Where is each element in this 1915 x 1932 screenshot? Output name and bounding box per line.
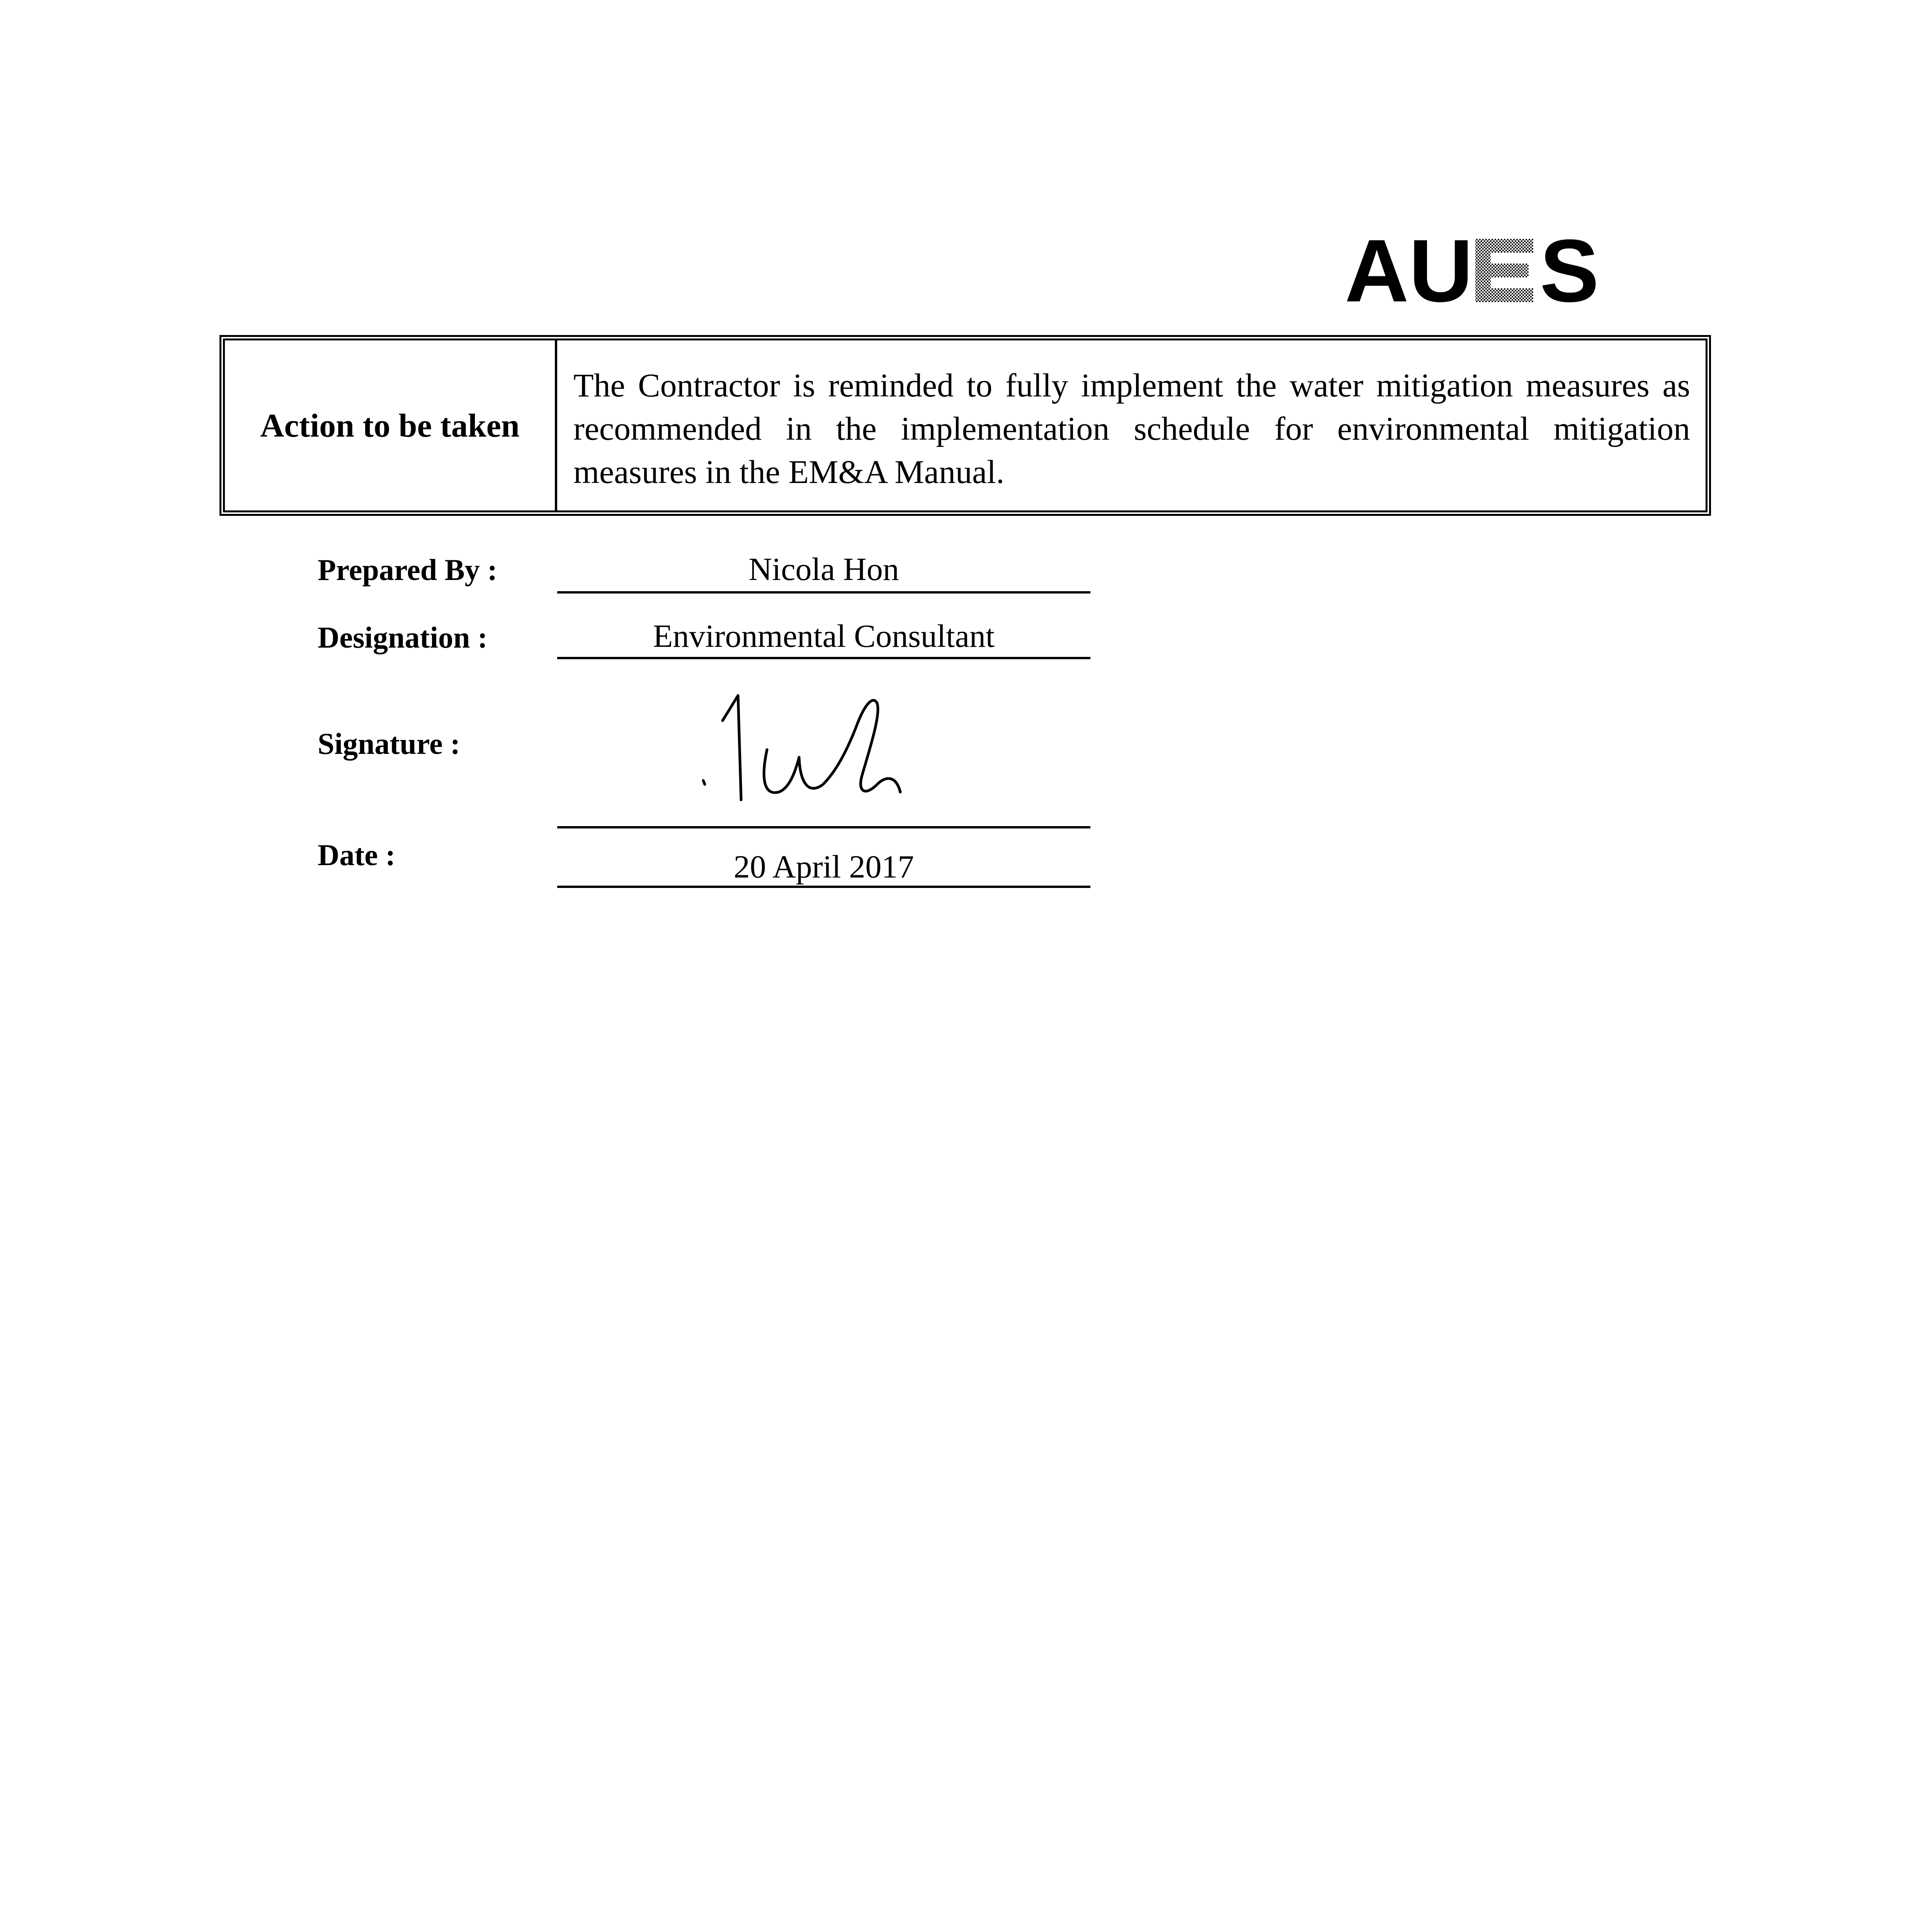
prepared-by-underline — [557, 591, 1090, 594]
action-text: The Contractor is reminded to fully implement the water mitigation measures as recommended in the implementation schedule for environmental mitigation measures in the EM&A Manual. — [573, 367, 1690, 490]
date-value: 20 April 2017 — [733, 849, 914, 885]
action-table — [219, 335, 1711, 516]
designation-value: Environmental Consultant — [653, 618, 995, 654]
action-label: Action to be taken — [260, 407, 520, 444]
company-logo — [1345, 228, 1607, 313]
date-label: Date : — [318, 838, 396, 872]
svg-text:AU: AU — [1345, 228, 1473, 313]
date-underline — [557, 886, 1090, 888]
handwritten-signature — [696, 680, 958, 808]
prepared-by-label: Prepared By : — [318, 553, 498, 587]
action-text-cell — [557, 340, 1706, 510]
designation-label: Designation : — [318, 621, 488, 654]
svg-text:S: S — [1540, 228, 1599, 313]
action-label-cell — [225, 340, 557, 510]
aues-logo-graphic — [1345, 228, 1607, 313]
signature-underline — [557, 826, 1090, 828]
halftone-e-icon — [1475, 239, 1533, 302]
designation-underline — [557, 657, 1090, 659]
prepared-by-value: Nicola Hon — [748, 551, 899, 587]
signature-label: Signature : — [318, 727, 461, 760]
